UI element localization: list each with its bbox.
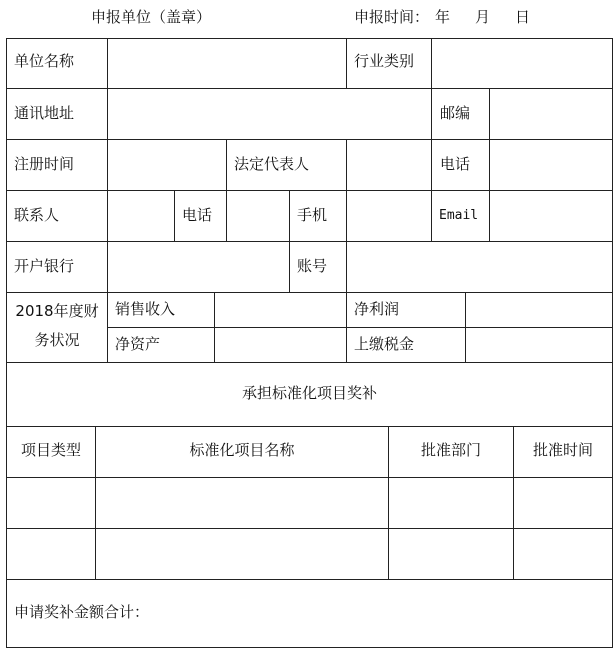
column-line — [612, 38, 613, 648]
company-phone-field[interactable] — [490, 140, 612, 190]
registration-time-field[interactable] — [108, 140, 226, 190]
applicant-unit-label: 申报单位（盖章） — [91, 8, 212, 26]
year-label: 年 — [435, 8, 451, 26]
table-row[interactable] — [7, 529, 612, 579]
column-line — [431, 88, 432, 140]
row-line — [6, 647, 613, 648]
sales-revenue-field[interactable] — [215, 293, 346, 327]
mobile-label: 手机 — [297, 206, 328, 224]
column-line — [431, 139, 432, 191]
column-line — [346, 38, 347, 89]
account-label: 账号 — [297, 257, 328, 275]
project-name-header: 标准化项目名称 — [189, 441, 295, 459]
address-label: 通讯地址 — [14, 104, 75, 122]
tax-paid-field[interactable] — [466, 328, 612, 362]
total-amount-field[interactable] — [160, 580, 612, 647]
contact-phone-field[interactable] — [227, 191, 289, 241]
contact-person-label: 联系人 — [14, 206, 60, 224]
column-line — [431, 190, 432, 242]
sales-revenue-label: 销售收入 — [115, 300, 176, 318]
approval-time-header: 批准时间 — [532, 441, 593, 459]
account-field[interactable] — [347, 242, 612, 292]
industry-label: 行业类别 — [354, 52, 415, 70]
net-profit-label: 净利润 — [354, 300, 400, 318]
company-phone-label: 电话 — [440, 155, 471, 173]
approval-department-header: 批准部门 — [420, 441, 481, 459]
column-line — [174, 190, 175, 242]
registration-time-label: 注册时间 — [14, 155, 75, 173]
day-label: 日 — [515, 8, 531, 26]
project-type-header: 项目类型 — [20, 441, 81, 459]
row-line — [6, 362, 613, 363]
net-assets-field[interactable] — [215, 328, 346, 362]
column-line — [226, 139, 227, 191]
legal-representative-label: 法定代表人 — [234, 155, 310, 173]
bank-label: 开户银行 — [14, 257, 75, 275]
email-field[interactable] — [490, 191, 612, 241]
finance-label-line2: 务状况 — [34, 331, 80, 349]
address-field[interactable] — [108, 89, 431, 139]
email-label: Email — [439, 208, 479, 223]
finance-label-line1: 2018年度财 — [15, 302, 99, 320]
contact-person-field[interactable] — [108, 191, 174, 241]
legal-representative-field[interactable] — [347, 140, 431, 190]
column-line — [289, 190, 290, 242]
tax-paid-label: 上缴税金 — [354, 335, 415, 353]
postcode-label: 邮编 — [440, 104, 471, 122]
net-profit-field[interactable] — [466, 293, 612, 327]
unit-name-field[interactable] — [108, 39, 346, 88]
contact-phone-label: 电话 — [182, 206, 213, 224]
unit-name-label: 单位名称 — [14, 52, 75, 70]
column-line — [289, 241, 290, 293]
table-row[interactable] — [7, 478, 612, 528]
row-line — [6, 426, 613, 427]
net-assets-label: 净资产 — [115, 335, 161, 353]
application-date-label: 申报时间： — [354, 8, 430, 26]
industry-field[interactable] — [432, 39, 612, 88]
projects-section-title: 承担标准化项目奖补 — [241, 384, 377, 402]
postcode-field[interactable] — [490, 89, 612, 139]
column-line — [346, 292, 347, 363]
month-label: 月 — [475, 8, 491, 26]
column-line — [107, 292, 108, 363]
mobile-field[interactable] — [347, 191, 431, 241]
bank-field[interactable] — [108, 242, 289, 292]
total-amount-label: 申请奖补金额合计： — [14, 603, 150, 621]
